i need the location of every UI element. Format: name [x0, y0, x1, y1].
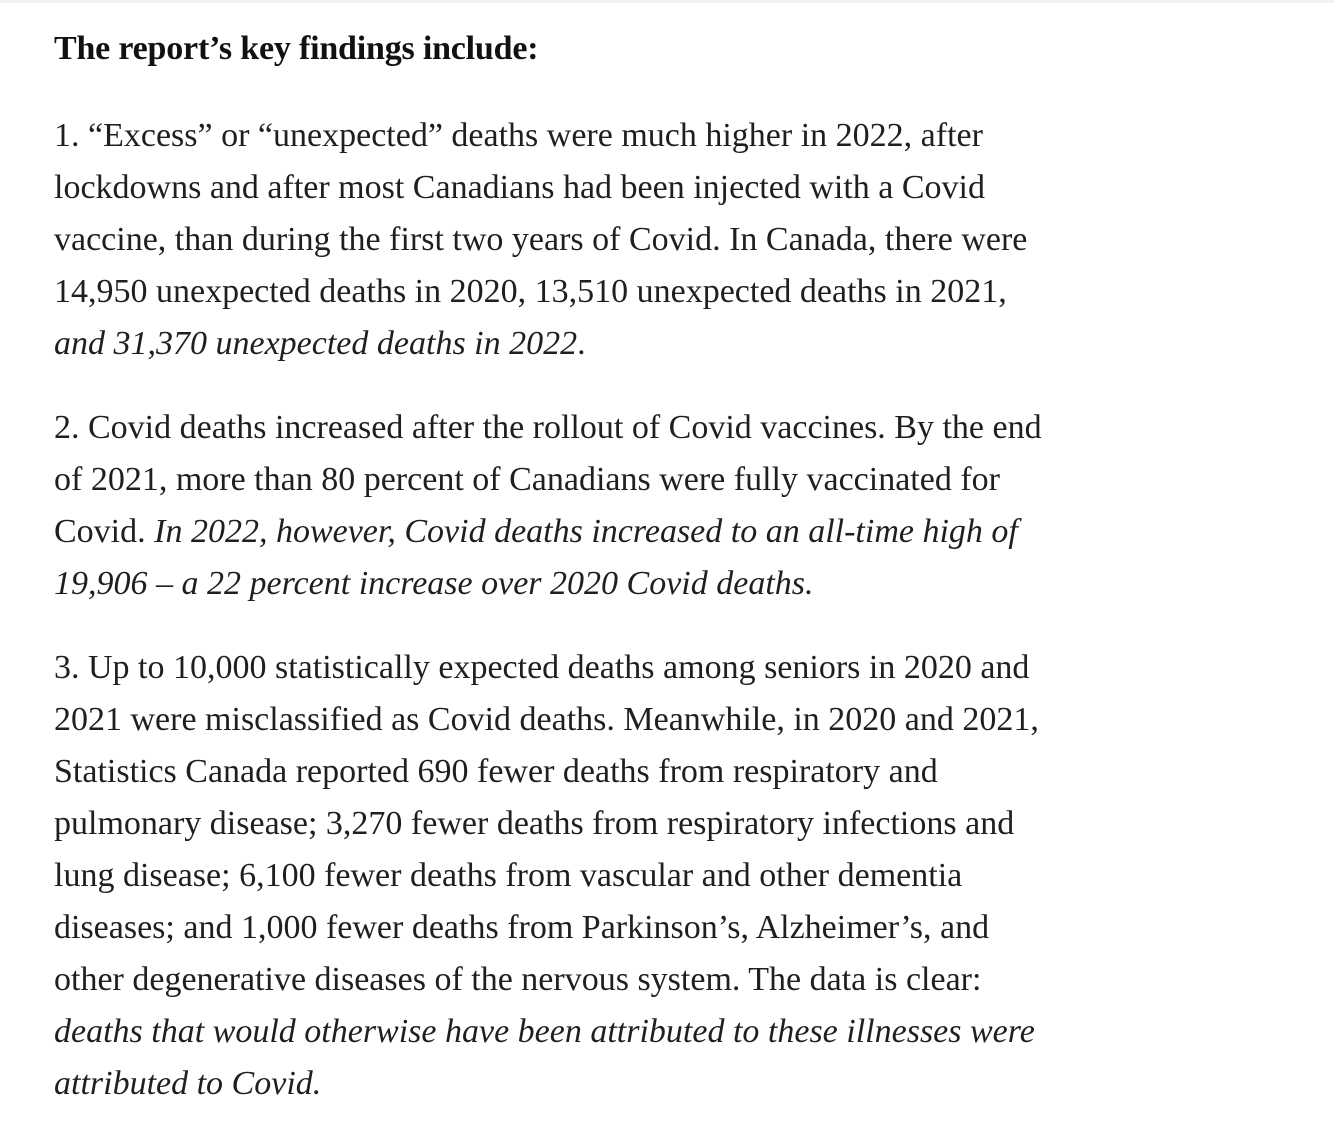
finding-1-text: 1. “Excess” or “unexpected” deaths were much higher in 2022, after lockdowns and after most Canadians had been injected with a Covid vaccine, than during the first two years of Covid. In Canada, there were 14,950 unexpected deaths in 2020, 13,510 unexpected deaths in 2021, [54, 117, 1028, 310]
finding-2-text: 2. Covid deaths increased after the rollout of Covid vaccines. By the end of 2021, more than 80 percent of Canadians were fully vaccinated for Covid. [54, 409, 1042, 550]
finding-3-emphasis: deaths that would otherwise have been attributed to these illnesses were attributed to Covid. [54, 1013, 1035, 1102]
finding-3 [54, 642, 1294, 1110]
finding-2 [54, 402, 1294, 610]
article-body [54, 20, 1294, 1110]
top-divider [0, 0, 1334, 3]
finding-1-emphasis: and 31,370 unexpected deaths in 2022 [54, 325, 578, 362]
finding-3-text: 3. Up to 10,000 statistically expected deaths among seniors in 2020 and 2021 were misclassified as Covid deaths. Meanwhile, in 2020 and 2021, Statistics Canada reported 690 fewer deaths from respiratory and pulmonary disease; 3,270 fewer deaths from respiratory infections and lung disease; 6,100 fewer deaths from vascular and other dementia diseases; and 1,000 fewer deaths from Parkinson’s, Alzheimer’s, and other degenerative diseases of the nervous system. The data is clear: [54, 649, 1039, 998]
findings-heading: The report’s key findings include: [54, 30, 539, 67]
finding-1 [54, 110, 1294, 370]
finding-2-emphasis: In 2022, however, Covid deaths increased to an all-time high of 19,906 – a 22 percent increase over 2020 Covid deaths. [54, 513, 1018, 602]
finding-1-tail: . [577, 325, 586, 362]
